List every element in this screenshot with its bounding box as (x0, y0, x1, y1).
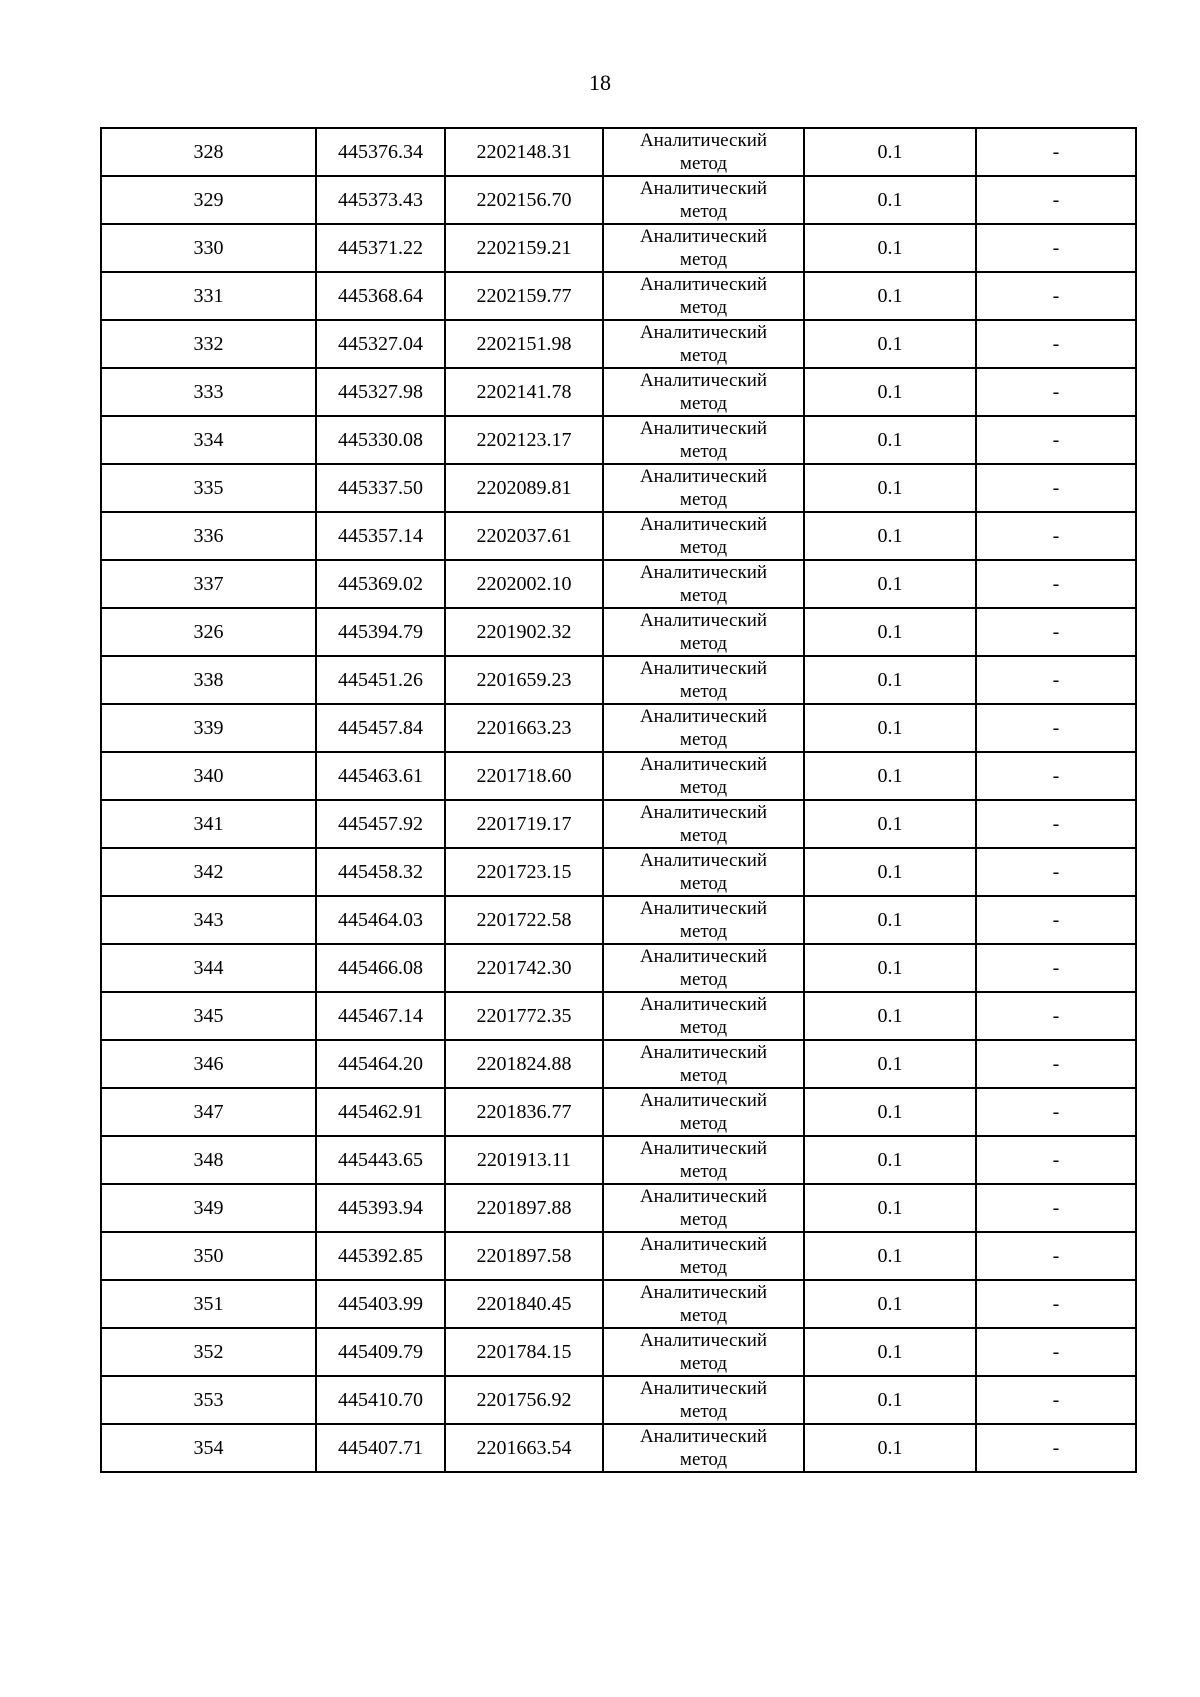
method-cell (603, 1040, 804, 1088)
note-cell: - (976, 512, 1136, 560)
method-line-1: Аналитический (639, 562, 768, 583)
table-row (101, 560, 1136, 608)
y-coordinate-cell: 2202037.61 (445, 512, 603, 560)
table-row (101, 1328, 1136, 1376)
y-coordinate-cell: 2201663.23 (445, 704, 603, 752)
method-line-1: Аналитический (639, 946, 768, 967)
point-number-cell: 353 (101, 1376, 316, 1424)
table-row (101, 656, 1136, 704)
y-coordinate-cell: 2201784.15 (445, 1328, 603, 1376)
method-cell (603, 656, 804, 704)
method-line-2: метод (679, 489, 728, 510)
y-coordinate-cell: 2202151.98 (445, 320, 603, 368)
point-number-cell: 344 (101, 944, 316, 992)
method-line-2: метод (679, 393, 728, 414)
note-cell: - (976, 1424, 1136, 1472)
method-line-2: метод (679, 729, 728, 750)
table-row (101, 416, 1136, 464)
y-coordinate-cell: 2201723.15 (445, 848, 603, 896)
method-line-2: метод (679, 1065, 728, 1086)
table-row (101, 1088, 1136, 1136)
method-line-1: Аналитический (639, 1426, 768, 1447)
method-cell (603, 272, 804, 320)
method-line-2: метод (679, 1305, 728, 1326)
x-coordinate-cell: 445458.32 (316, 848, 445, 896)
point-number-cell: 347 (101, 1088, 316, 1136)
method-line-1: Аналитический (639, 466, 768, 487)
x-coordinate-cell: 445463.61 (316, 752, 445, 800)
y-coordinate-cell: 2202148.31 (445, 128, 603, 176)
note-cell: - (976, 848, 1136, 896)
method-line-1: Аналитический (639, 1090, 768, 1111)
x-coordinate-cell: 445443.65 (316, 1136, 445, 1184)
method-line-1: Аналитический (639, 1138, 768, 1159)
method-cell (603, 512, 804, 560)
y-coordinate-cell: 2201913.11 (445, 1136, 603, 1184)
method-line-2: метод (679, 1209, 728, 1230)
point-number-cell: 332 (101, 320, 316, 368)
method-line-2: метод (679, 1113, 728, 1134)
note-cell: - (976, 992, 1136, 1040)
note-cell: - (976, 896, 1136, 944)
point-number-cell: 343 (101, 896, 316, 944)
note-cell: - (976, 176, 1136, 224)
accuracy-cell: 0.1 (804, 1280, 976, 1328)
method-line-2: метод (679, 921, 728, 942)
method-line-2: метод (679, 297, 728, 318)
method-line-1: Аналитический (639, 322, 768, 343)
method-cell (603, 464, 804, 512)
method-cell (603, 320, 804, 368)
table-row (101, 1232, 1136, 1280)
y-coordinate-cell: 2201722.58 (445, 896, 603, 944)
accuracy-cell: 0.1 (804, 896, 976, 944)
note-cell: - (976, 1280, 1136, 1328)
coordinates-table (100, 127, 1137, 1473)
method-line-2: метод (679, 1401, 728, 1422)
method-line-2: метод (679, 681, 728, 702)
accuracy-cell: 0.1 (804, 704, 976, 752)
accuracy-cell: 0.1 (804, 1328, 976, 1376)
table-row (101, 1040, 1136, 1088)
note-cell: - (976, 608, 1136, 656)
method-line-2: метод (679, 777, 728, 798)
y-coordinate-cell: 2202156.70 (445, 176, 603, 224)
x-coordinate-cell: 445464.20 (316, 1040, 445, 1088)
method-line-1: Аналитический (639, 754, 768, 775)
point-number-cell: 326 (101, 608, 316, 656)
method-line-2: метод (679, 1353, 728, 1374)
note-cell: - (976, 1232, 1136, 1280)
point-number-cell: 352 (101, 1328, 316, 1376)
table-row (101, 128, 1136, 176)
method-line-2: метод (679, 633, 728, 654)
y-coordinate-cell: 2202159.21 (445, 224, 603, 272)
x-coordinate-cell: 445394.79 (316, 608, 445, 656)
y-coordinate-cell: 2201663.54 (445, 1424, 603, 1472)
note-cell: - (976, 560, 1136, 608)
point-number-cell: 346 (101, 1040, 316, 1088)
y-coordinate-cell: 2202159.77 (445, 272, 603, 320)
y-coordinate-cell: 2202002.10 (445, 560, 603, 608)
method-cell (603, 1184, 804, 1232)
x-coordinate-cell: 445451.26 (316, 656, 445, 704)
accuracy-cell: 0.1 (804, 512, 976, 560)
x-coordinate-cell: 445337.50 (316, 464, 445, 512)
point-number-cell: 339 (101, 704, 316, 752)
table-row (101, 1376, 1136, 1424)
table-row (101, 1184, 1136, 1232)
note-cell: - (976, 704, 1136, 752)
table-row (101, 176, 1136, 224)
method-cell (603, 176, 804, 224)
point-number-cell: 329 (101, 176, 316, 224)
method-line-1: Аналитический (639, 1330, 768, 1351)
point-number-cell: 335 (101, 464, 316, 512)
note-cell: - (976, 1136, 1136, 1184)
note-cell: - (976, 800, 1136, 848)
x-coordinate-cell: 445330.08 (316, 416, 445, 464)
method-cell (603, 752, 804, 800)
table-row (101, 224, 1136, 272)
accuracy-cell: 0.1 (804, 656, 976, 704)
point-number-cell: 345 (101, 992, 316, 1040)
note-cell: - (976, 128, 1136, 176)
method-cell (603, 944, 804, 992)
page-number: 18 (589, 70, 611, 95)
accuracy-cell: 0.1 (804, 272, 976, 320)
method-line-1: Аналитический (639, 1282, 768, 1303)
point-number-cell: 351 (101, 1280, 316, 1328)
y-coordinate-cell: 2202089.81 (445, 464, 603, 512)
method-line-2: метод (679, 153, 728, 174)
method-cell (603, 704, 804, 752)
method-line-1: Аналитический (639, 706, 768, 727)
point-number-cell: 334 (101, 416, 316, 464)
method-cell (603, 224, 804, 272)
table-row (101, 1280, 1136, 1328)
accuracy-cell: 0.1 (804, 1088, 976, 1136)
method-line-1: Аналитический (639, 226, 768, 247)
method-line-2: метод (679, 1449, 728, 1470)
x-coordinate-cell: 445327.98 (316, 368, 445, 416)
y-coordinate-cell: 2201659.23 (445, 656, 603, 704)
x-coordinate-cell: 445403.99 (316, 1280, 445, 1328)
point-number-cell: 350 (101, 1232, 316, 1280)
method-cell (603, 128, 804, 176)
y-coordinate-cell: 2201902.32 (445, 608, 603, 656)
note-cell: - (976, 416, 1136, 464)
point-number-cell: 341 (101, 800, 316, 848)
method-line-2: метод (679, 969, 728, 990)
method-line-1: Аналитический (639, 130, 768, 151)
x-coordinate-cell: 445373.43 (316, 176, 445, 224)
point-number-cell: 328 (101, 128, 316, 176)
point-number-cell: 342 (101, 848, 316, 896)
table-row (101, 608, 1136, 656)
method-line-2: метод (679, 1161, 728, 1182)
note-cell: - (976, 656, 1136, 704)
method-cell (603, 848, 804, 896)
table-row (101, 272, 1136, 320)
x-coordinate-cell: 445409.79 (316, 1328, 445, 1376)
accuracy-cell: 0.1 (804, 176, 976, 224)
point-number-cell: 331 (101, 272, 316, 320)
method-line-2: метод (679, 873, 728, 894)
accuracy-cell: 0.1 (804, 800, 976, 848)
accuracy-cell: 0.1 (804, 368, 976, 416)
table-row (101, 512, 1136, 560)
method-line-1: Аналитический (639, 178, 768, 199)
table-row (101, 1136, 1136, 1184)
x-coordinate-cell: 445371.22 (316, 224, 445, 272)
x-coordinate-cell: 445457.92 (316, 800, 445, 848)
note-cell: - (976, 224, 1136, 272)
coordinates-table-body (101, 128, 1136, 1472)
method-line-1: Аналитический (639, 1234, 768, 1255)
x-coordinate-cell: 445407.71 (316, 1424, 445, 1472)
x-coordinate-cell: 445393.94 (316, 1184, 445, 1232)
x-coordinate-cell: 445369.02 (316, 560, 445, 608)
method-cell (603, 800, 804, 848)
point-number-cell: 354 (101, 1424, 316, 1472)
method-cell (603, 1280, 804, 1328)
note-cell: - (976, 368, 1136, 416)
point-number-cell: 349 (101, 1184, 316, 1232)
x-coordinate-cell: 445410.70 (316, 1376, 445, 1424)
method-cell (603, 608, 804, 656)
y-coordinate-cell: 2201836.77 (445, 1088, 603, 1136)
x-coordinate-cell: 445327.04 (316, 320, 445, 368)
accuracy-cell: 0.1 (804, 1136, 976, 1184)
y-coordinate-cell: 2201897.58 (445, 1232, 603, 1280)
method-line-1: Аналитический (639, 994, 768, 1015)
accuracy-cell: 0.1 (804, 752, 976, 800)
y-coordinate-cell: 2201719.17 (445, 800, 603, 848)
note-cell: - (976, 1040, 1136, 1088)
method-cell (603, 992, 804, 1040)
y-coordinate-cell: 2201772.35 (445, 992, 603, 1040)
accuracy-cell: 0.1 (804, 944, 976, 992)
x-coordinate-cell: 445462.91 (316, 1088, 445, 1136)
accuracy-cell: 0.1 (804, 1184, 976, 1232)
method-line-1: Аналитический (639, 1042, 768, 1063)
method-cell (603, 1136, 804, 1184)
x-coordinate-cell: 445368.64 (316, 272, 445, 320)
x-coordinate-cell: 445466.08 (316, 944, 445, 992)
table-row (101, 368, 1136, 416)
x-coordinate-cell: 445467.14 (316, 992, 445, 1040)
method-cell (603, 896, 804, 944)
method-line-2: метод (679, 201, 728, 222)
note-cell: - (976, 272, 1136, 320)
method-line-1: Аналитический (639, 1186, 768, 1207)
accuracy-cell: 0.1 (804, 224, 976, 272)
table-row (101, 320, 1136, 368)
table-row (101, 944, 1136, 992)
y-coordinate-cell: 2201742.30 (445, 944, 603, 992)
method-line-2: метод (679, 537, 728, 558)
note-cell: - (976, 1376, 1136, 1424)
table-row (101, 704, 1136, 752)
table-row (101, 896, 1136, 944)
method-line-2: метод (679, 585, 728, 606)
method-cell (603, 1376, 804, 1424)
method-line-1: Аналитический (639, 802, 768, 823)
method-line-1: Аналитический (639, 610, 768, 631)
method-line-1: Аналитический (639, 514, 768, 535)
y-coordinate-cell: 2202141.78 (445, 368, 603, 416)
y-coordinate-cell: 2201718.60 (445, 752, 603, 800)
y-coordinate-cell: 2201756.92 (445, 1376, 603, 1424)
note-cell: - (976, 1184, 1136, 1232)
note-cell: - (976, 752, 1136, 800)
method-cell (603, 1088, 804, 1136)
method-line-2: метод (679, 249, 728, 270)
method-line-2: метод (679, 1017, 728, 1038)
method-line-2: метод (679, 825, 728, 846)
method-line-1: Аналитический (639, 274, 768, 295)
note-cell: - (976, 944, 1136, 992)
x-coordinate-cell: 445457.84 (316, 704, 445, 752)
method-cell (603, 368, 804, 416)
point-number-cell: 336 (101, 512, 316, 560)
method-line-1: Аналитический (639, 370, 768, 391)
table-row (101, 752, 1136, 800)
accuracy-cell: 0.1 (804, 1232, 976, 1280)
y-coordinate-cell: 2201824.88 (445, 1040, 603, 1088)
accuracy-cell: 0.1 (804, 608, 976, 656)
method-line-1: Аналитический (639, 658, 768, 679)
accuracy-cell: 0.1 (804, 560, 976, 608)
accuracy-cell: 0.1 (804, 320, 976, 368)
x-coordinate-cell: 445357.14 (316, 512, 445, 560)
y-coordinate-cell: 2201897.88 (445, 1184, 603, 1232)
method-line-1: Аналитический (639, 1378, 768, 1399)
point-number-cell: 340 (101, 752, 316, 800)
point-number-cell: 348 (101, 1136, 316, 1184)
method-cell (603, 560, 804, 608)
x-coordinate-cell: 445376.34 (316, 128, 445, 176)
method-line-2: метод (679, 441, 728, 462)
point-number-cell: 333 (101, 368, 316, 416)
y-coordinate-cell: 2202123.17 (445, 416, 603, 464)
accuracy-cell: 0.1 (804, 416, 976, 464)
y-coordinate-cell: 2201840.45 (445, 1280, 603, 1328)
table-row (101, 464, 1136, 512)
table-row (101, 992, 1136, 1040)
point-number-cell: 337 (101, 560, 316, 608)
note-cell: - (976, 320, 1136, 368)
method-line-1: Аналитический (639, 850, 768, 871)
accuracy-cell: 0.1 (804, 128, 976, 176)
table-row (101, 1424, 1136, 1472)
method-cell (603, 1328, 804, 1376)
point-number-cell: 338 (101, 656, 316, 704)
accuracy-cell: 0.1 (804, 992, 976, 1040)
method-line-2: метод (679, 345, 728, 366)
method-cell (603, 1424, 804, 1472)
method-cell (603, 416, 804, 464)
table-row (101, 800, 1136, 848)
accuracy-cell: 0.1 (804, 464, 976, 512)
accuracy-cell: 0.1 (804, 848, 976, 896)
x-coordinate-cell: 445464.03 (316, 896, 445, 944)
accuracy-cell: 0.1 (804, 1424, 976, 1472)
x-coordinate-cell: 445392.85 (316, 1232, 445, 1280)
method-line-2: метод (679, 1257, 728, 1278)
method-line-1: Аналитический (639, 418, 768, 439)
table-row (101, 848, 1136, 896)
method-cell (603, 1232, 804, 1280)
note-cell: - (976, 1088, 1136, 1136)
method-line-1: Аналитический (639, 898, 768, 919)
accuracy-cell: 0.1 (804, 1040, 976, 1088)
point-number-cell: 330 (101, 224, 316, 272)
note-cell: - (976, 1328, 1136, 1376)
accuracy-cell: 0.1 (804, 1376, 976, 1424)
note-cell: - (976, 464, 1136, 512)
